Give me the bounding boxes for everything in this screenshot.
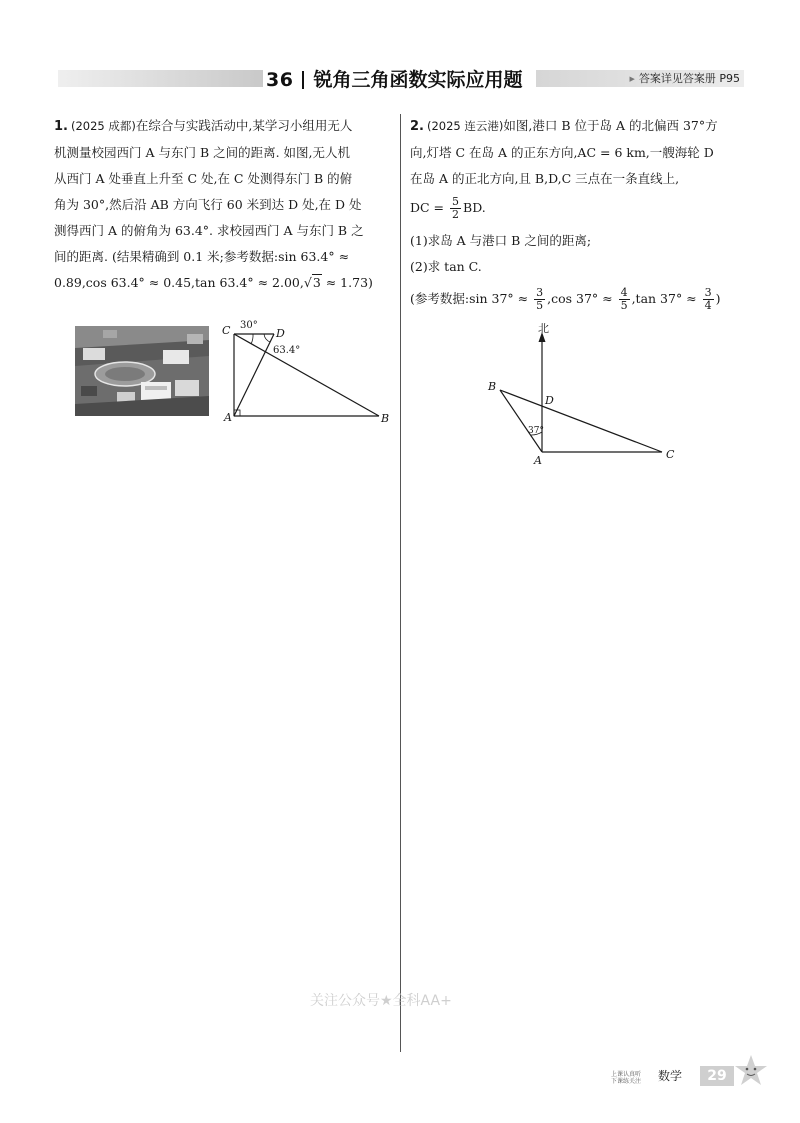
fraction-numerator: 4 xyxy=(620,286,628,299)
fraction-denominator: 2 xyxy=(452,208,460,221)
sqrt-3 xyxy=(304,270,322,296)
fraction-denominator: 5 xyxy=(620,299,628,312)
ref-text-b: ,cos 37° ≈ xyxy=(547,291,617,306)
problem-2-reference xyxy=(410,282,748,316)
section-title: 锐角三角函数实际应用题 xyxy=(313,69,523,91)
footer-subject: 数学 xyxy=(658,1069,683,1083)
angle-arc-634 xyxy=(264,334,270,342)
problem-1-number: 1. xyxy=(54,119,68,134)
problem-1-line-7 xyxy=(54,270,390,296)
problem-2-source: (2025 连云港) xyxy=(426,119,504,133)
footer-slogan-line-2: 下课练关注 xyxy=(611,1078,642,1085)
problem-1-source: (2025 成都) xyxy=(70,119,136,133)
label-d: D xyxy=(545,394,554,407)
problem-2-text-4b: BD. xyxy=(463,200,486,215)
angle-label-37: 37° xyxy=(528,426,544,436)
page-number: 29 xyxy=(707,1068,727,1084)
problem-2-line-3: 在岛 A 的正北方向,且 B,D,C 三点在一条直线上, xyxy=(410,171,680,186)
angle-label-634: 63.4° xyxy=(273,345,301,356)
problem-1-line-3: 从西门 A 处垂直上升至 C 处,在 C 处测得东门 B 的俯 xyxy=(54,171,353,186)
problem-2-question-1: (1)求岛 A 与港口 B 之间的距离; xyxy=(410,233,592,248)
fraction-denominator: 4 xyxy=(704,299,712,312)
problem-2 xyxy=(410,113,748,316)
fraction-numerator: 5 xyxy=(452,195,460,208)
fraction-tan37 xyxy=(703,287,714,312)
ref-text-c: ,tan 37° ≈ xyxy=(631,291,701,306)
campus-aerial-photo xyxy=(75,326,209,416)
fraction-denominator: 5 xyxy=(536,299,544,312)
footer-slogan xyxy=(611,1071,641,1085)
triangle-right-icon: ▶ xyxy=(629,75,635,83)
problem-2-question-2: (2)求 tan C. xyxy=(410,259,482,274)
problem-2-line-1 xyxy=(410,113,748,140)
problem-2-text-1: 如图,港口 B 位于岛 A 的北偏西 37°方 xyxy=(503,118,718,133)
fraction-sin37 xyxy=(534,287,545,312)
problem-1-line-4: 角为 30°,然后沿 AB 方向飞行 60 米到达 D 处,在 D 处 xyxy=(54,197,362,212)
title-separator xyxy=(302,71,304,89)
problem-1-line-1 xyxy=(54,113,390,140)
angle-label-30: 30° xyxy=(240,320,258,331)
fraction-cos37 xyxy=(619,287,630,312)
star-icon xyxy=(734,1054,768,1088)
page-title xyxy=(266,68,522,92)
watermark-text: 关注公众号★全科AA+ xyxy=(310,993,452,1009)
section-number: 36 xyxy=(266,69,294,91)
problem-1-line-2: 机测量校园西门 A 与东门 B 之间的距离. 如图,无人机 xyxy=(54,145,351,160)
problem-1-text-7a: 0.89,cos 63.4° ≈ 0.45,tan 63.4° ≈ 2.00, xyxy=(54,275,304,290)
segment-bc xyxy=(500,390,662,452)
label-b: B xyxy=(488,380,497,393)
problem-2-line-2: 向,灯塔 C 在岛 A 的正东方向,AC = 6 km,一艘海轮 D xyxy=(410,145,714,160)
problem-2-text-4a: DC = xyxy=(410,200,449,215)
label-c: C xyxy=(222,324,231,337)
sqrt-radicand: 3 xyxy=(312,275,321,290)
label-b: B xyxy=(381,412,390,425)
fraction-numerator: 3 xyxy=(536,286,544,299)
header-bar-left xyxy=(58,70,263,87)
answer-reference-text: 答案详见答案册 P95 xyxy=(638,72,740,85)
problem-1 xyxy=(54,113,390,296)
answer-reference xyxy=(629,70,740,87)
figure-2-diagram xyxy=(484,320,684,468)
label-c: C xyxy=(666,448,675,461)
problem-1-text-7b: ≈ 1.73) xyxy=(321,275,373,290)
figure-1-diagram xyxy=(218,318,393,430)
problem-1-text-1: 在综合与实践活动中,某学习小组用无人 xyxy=(135,118,353,133)
ref-text-d: ) xyxy=(715,291,721,306)
label-north: 北 xyxy=(538,322,549,335)
segment-cb xyxy=(234,334,379,416)
problem-2-line-4 xyxy=(410,192,748,224)
angle-arc-30 xyxy=(251,334,253,344)
label-a: A xyxy=(534,454,542,467)
problem-2-number: 2. xyxy=(410,119,424,134)
segment-da xyxy=(234,334,274,416)
fraction-numerator: 3 xyxy=(704,286,712,299)
fraction-5-2 xyxy=(450,196,461,221)
column-divider xyxy=(400,114,401,1052)
label-a: A xyxy=(224,411,232,424)
problem-1-line-6: 间的距离. (结果精确到 0.1 米;参考数据:sin 63.4° ≈ xyxy=(54,249,350,264)
sqrt-sign: √ xyxy=(303,275,312,290)
footer-slogan-line-1: 上课认真听 xyxy=(611,1071,642,1078)
segment-ab xyxy=(500,390,542,452)
ref-text-a: (参考数据:sin 37° ≈ xyxy=(410,291,533,306)
label-d: D xyxy=(276,327,285,340)
problem-1-line-5: 测得西门 A 的俯角为 63.4°. 求校园西门 A 与东门 B 之 xyxy=(54,223,364,238)
